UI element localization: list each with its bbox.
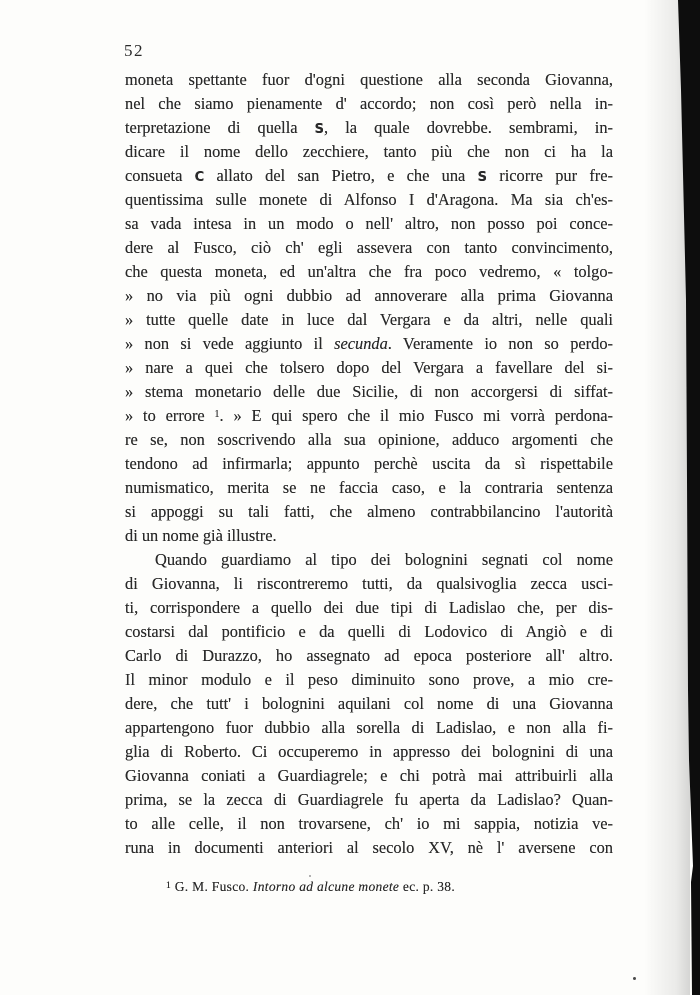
text-line: [125, 404, 613, 428]
text-line: [125, 524, 613, 548]
text-segment: prima, se la zecca di Guardiagrele fu aperta da Ladislao? Quan-: [125, 790, 613, 809]
page-number: 52: [124, 41, 144, 60]
text-segment: runa in documenti anteriori al secolo XV, nè l' aversene con: [125, 838, 613, 857]
text-line: [125, 308, 613, 332]
dust-speck: [309, 875, 311, 877]
text-line: [125, 92, 613, 116]
text-segment: . » E qui spero che il mio Fusco mi vorrà perdona-: [219, 406, 613, 425]
text-segment: » stema monetario delle due Sicilie, di non accorgersi di siffat-: [125, 382, 613, 401]
text-segment: glia di Roberto. Ci occuperemo in appresso dei bolognini di una: [125, 742, 613, 761]
text-segment: Giovanna coniati a Guardiagrele; e chi potrà mai attribuirli alla: [125, 766, 613, 785]
coin-letter: C: [194, 170, 205, 185]
text-line: [125, 572, 613, 596]
text-segment: re se, non soscrivendo alla sua opinione, adduco argomenti che: [125, 430, 613, 449]
text-segment: si appoggi su tali fatti, che almeno contrabbilancino l'autorità: [125, 502, 613, 521]
text-line: [125, 428, 613, 452]
text-line: [125, 260, 613, 284]
footnote-reference: 1: [214, 409, 220, 420]
text-line: [125, 812, 613, 836]
text-segment: , la quale dovrebbe. sembrami, in-: [324, 118, 613, 137]
text-line: [125, 620, 613, 644]
text-segment: moneta spettante fuor d'ogni questione alla seconda Giovanna,: [125, 70, 613, 89]
text-segment: di Giovanna, li riscontreremo tutti, da qualsivoglia zecca usci-: [125, 574, 613, 593]
text-line: [125, 188, 613, 212]
text-segment: » no via più ogni dubbio ad annoverare alla prima Giovanna: [125, 286, 613, 305]
text-segment: consueta: [125, 166, 195, 185]
text-segment: to alle celle, il non trovarsene, ch' io mi sappia, notizia ve-: [125, 814, 613, 833]
text-line: [125, 596, 613, 620]
text-line: [125, 668, 613, 692]
text-segment: terpretazione di quella: [125, 118, 315, 137]
text-line: [125, 284, 613, 308]
coin-letter: S: [477, 170, 487, 185]
text-segment: » nare a quei che tolsero dopo del Vergara a favellare del si-: [125, 358, 613, 377]
text-line: [125, 716, 613, 740]
text-segment: allato del san Pietro, e che una: [204, 166, 478, 185]
text-segment: . Veramente io non so perdo-: [387, 334, 613, 353]
text-segment: » non si vede aggiunto il: [125, 334, 335, 353]
text-segment: tendono ad infirmarla; appunto perchè uscita da sì rispettabile: [125, 454, 613, 473]
text-segment: appartengono fuor dubbio alla sorella di Ladislao, e non alla fi-: [125, 718, 613, 737]
text-segment: quentissima sulle monete di Alfonso I d'Aragona. Ma sia ch'es-: [125, 190, 613, 209]
text-line: [125, 68, 613, 92]
text-segment: che questa moneta, ed un'altra che fra poco vedremo, « tolgo-: [125, 262, 613, 281]
text-line: [125, 740, 613, 764]
text-segment: ti, corrispondere a quello dei due tipi di Ladislao che, per dis-: [125, 598, 613, 617]
text-line: [125, 644, 613, 668]
text-segment: sa vada intesa in un modo o nell' altro, non posso poi conce-: [125, 214, 613, 233]
text-segment: dere, che tutt' i bolognini aquilani col nome di una Giovanna: [125, 694, 613, 713]
text-segment: nel che siamo pienamente d' accordo; non così però nella in-: [125, 94, 613, 113]
text-line: [125, 236, 613, 260]
coin-letter: S: [314, 122, 325, 137]
text-segment: numismatico, merita se ne faccia caso, e la contraria sentenza: [125, 478, 613, 497]
text-segment: di un nome già illustre.: [125, 526, 277, 545]
text-segment: Il minor modulo e il peso diminuito sono prove, a mio cre-: [125, 670, 613, 689]
footnote-title: Intorno ad alcune monete: [252, 879, 400, 894]
text-segment: dere al Fusco, ciò ch' egli assevera con tanto convincimento,: [125, 238, 613, 257]
text-line: [125, 692, 613, 716]
footnote-marker: 1: [166, 881, 172, 891]
text-segment: Carlo di Durazzo, ho assegnato ad epoca posteriore all' altro.: [125, 646, 613, 665]
text-line: [125, 212, 613, 236]
italic-text: secunda: [334, 334, 388, 353]
text-segment: ricorre pur fre-: [486, 166, 613, 185]
text-line: [125, 764, 613, 788]
footnote-author: G. M. Fusco.: [174, 879, 250, 894]
footnote: [166, 879, 455, 895]
text-segment: » tutte quelle date in luce dal Vergara e da altri, nelle quali: [125, 310, 613, 329]
text-segment: Quando guardiamo al tipo dei bolognini segnati col nome: [155, 550, 613, 569]
text-line: [125, 500, 613, 524]
text-line: [125, 788, 613, 812]
text-segment: » to errore: [125, 406, 215, 425]
text-segment: costarsi dal pontificio e da quelli di Lodovico di Angiò e di: [125, 622, 613, 641]
text-line: [125, 116, 613, 140]
text-line: [125, 548, 613, 572]
scan-edge-bar: [677, 0, 700, 995]
text-line: [125, 164, 613, 188]
text-line: [125, 356, 613, 380]
text-segment: dicare il nome dello zecchiere, tanto più che non ci ha la: [125, 142, 613, 161]
text-line: [125, 140, 613, 164]
text-line: [125, 332, 613, 356]
footnote-rest: ec. p. 38.: [402, 879, 456, 894]
text-line: [125, 836, 613, 860]
text-line: [125, 452, 613, 476]
dust-speck: [633, 977, 636, 980]
text-line: [125, 380, 613, 404]
text-column: [125, 68, 613, 860]
text-line: [125, 476, 613, 500]
